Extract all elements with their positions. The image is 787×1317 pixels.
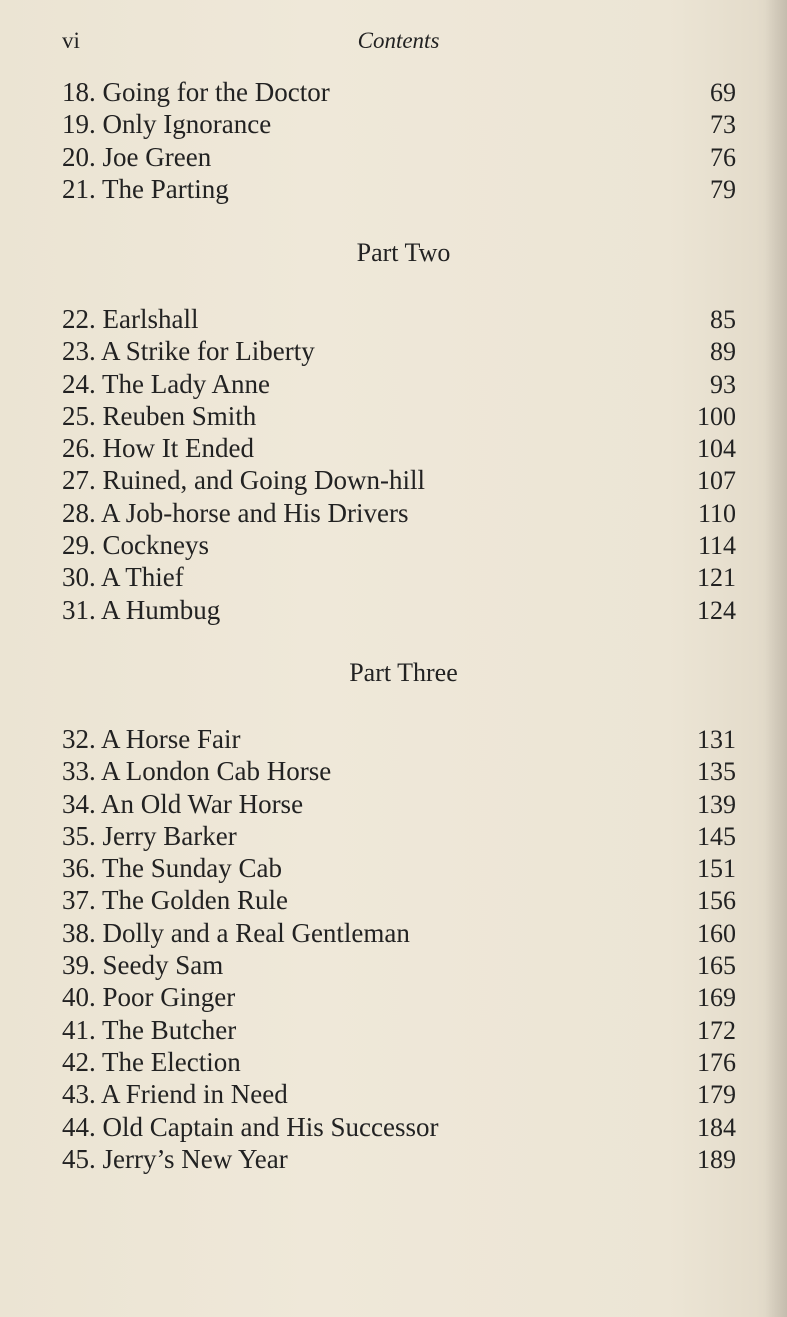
toc-entry <box>62 497 736 529</box>
chapter-title: 33. A London Cab Horse <box>62 756 332 787</box>
chapter-page-number: 124 <box>697 595 736 625</box>
toc-entry <box>62 852 736 884</box>
toc-entry <box>62 788 736 820</box>
contents-group-part-one-continued <box>62 76 736 205</box>
toc-entry <box>62 335 736 367</box>
chapter-title: 27. Ruined, and Going Down-hill <box>62 465 425 496</box>
chapter-title: 41. The Butcher <box>62 1014 237 1045</box>
chapter-page-number: 107 <box>697 466 736 496</box>
chapter-page-number: 151 <box>697 854 736 884</box>
chapter-page-number: 110 <box>697 498 736 528</box>
chapter-title: 34. An Old War Horse <box>62 788 304 819</box>
running-head-title: Contents <box>357 28 440 53</box>
toc-entry <box>62 76 736 108</box>
chapter-page-number: 156 <box>697 886 736 916</box>
toc-entry <box>62 561 736 593</box>
toc-entry <box>62 1046 736 1078</box>
chapter-page-number: 135 <box>697 757 736 787</box>
chapter-title: 32. A Horse Fair <box>62 724 241 754</box>
toc-entry <box>62 917 736 949</box>
chapter-title: 38. Dolly and a Real Gentleman <box>62 917 410 948</box>
chapter-title: 30. A Thief <box>62 562 184 593</box>
toc-entry <box>62 141 736 173</box>
chapter-title: 26. How It Ended <box>62 433 254 464</box>
chapter-title: 20. Joe Green <box>62 141 212 172</box>
part-three-heading: Part Three <box>349 658 458 687</box>
chapter-page-number: 76 <box>710 142 736 172</box>
chapter-title: 44. Old Captain and His Successor <box>62 1111 439 1142</box>
chapter-title: 19. Only Ignorance <box>62 109 272 140</box>
chapter-title: 25. Reuben Smith <box>62 400 257 431</box>
chapter-title: 35. Jerry Barker <box>62 820 237 851</box>
chapter-title: 22. Earlshall <box>62 304 199 334</box>
toc-entry <box>62 723 736 755</box>
chapter-page-number: 165 <box>697 951 736 981</box>
chapter-page-number: 179 <box>697 1080 736 1110</box>
chapter-title: 18. Going for the Doctor <box>62 77 330 107</box>
chapter-page-number: 184 <box>697 1112 736 1142</box>
chapter-page-number: 169 <box>697 983 736 1013</box>
toc-entry <box>62 755 736 787</box>
chapter-page-number: 139 <box>697 789 736 819</box>
toc-entry <box>62 108 736 140</box>
toc-entry <box>62 981 736 1013</box>
chapter-page-number: 100 <box>697 401 736 431</box>
chapter-title: 29. Cockneys <box>62 530 209 561</box>
chapter-title: 42. The Election <box>62 1046 241 1077</box>
toc-entry <box>62 529 736 561</box>
part-two-heading: Part Two <box>356 238 451 267</box>
chapter-page-number: 172 <box>697 1015 736 1045</box>
toc-entry <box>62 820 736 852</box>
chapter-title: 24. The Lady Anne <box>62 368 270 399</box>
toc-entry <box>62 303 736 335</box>
contents-group-part-three <box>62 723 736 1175</box>
chapter-page-number: 160 <box>697 918 736 948</box>
chapter-page-number: 145 <box>697 821 736 851</box>
toc-entry <box>62 1143 736 1175</box>
toc-entry <box>62 884 736 916</box>
toc-entry <box>62 1111 736 1143</box>
toc-entry <box>62 594 736 626</box>
toc-entry <box>62 432 736 464</box>
chapter-title: 37. The Golden Rule <box>62 885 288 916</box>
toc-entry <box>62 1078 736 1110</box>
toc-entry <box>62 464 736 496</box>
chapter-page-number: 189 <box>697 1144 736 1174</box>
chapter-page-number: 85 <box>710 305 736 334</box>
toc-entry <box>62 173 736 205</box>
toc-entry <box>62 400 736 432</box>
chapter-page-number: 79 <box>710 174 736 204</box>
chapter-page-number: 121 <box>697 563 736 593</box>
chapter-page-number: 131 <box>697 725 736 754</box>
chapter-page-number: 93 <box>710 369 736 399</box>
chapter-page-number: 176 <box>697 1047 736 1077</box>
chapter-page-number: 104 <box>697 434 736 464</box>
chapter-title: 28. A Job-horse and His Drivers <box>62 497 409 528</box>
contents-group-part-two <box>62 303 736 626</box>
chapter-page-number: 69 <box>710 78 736 107</box>
chapter-title: 36. The Sunday Cab <box>62 853 282 884</box>
chapter-title: 31. A Humbug <box>62 594 221 625</box>
chapter-title: 43. A Friend in Need <box>62 1079 288 1110</box>
chapter-page-number: 114 <box>697 531 736 561</box>
toc-entry <box>62 368 736 400</box>
chapter-title: 23. A Strike for Liberty <box>62 336 315 367</box>
chapter-title: 21. The Parting <box>62 173 229 204</box>
chapter-page-number: 73 <box>710 110 736 140</box>
chapter-title: 45. Jerry’s New Year <box>62 1143 288 1174</box>
chapter-page-number: 89 <box>710 337 736 367</box>
chapter-title: 39. Seedy Sam <box>62 950 224 981</box>
toc-entry <box>62 1014 736 1046</box>
toc-entry <box>62 949 736 981</box>
chapter-title: 40. Poor Ginger <box>62 982 236 1013</box>
page-number: vi <box>62 28 80 53</box>
